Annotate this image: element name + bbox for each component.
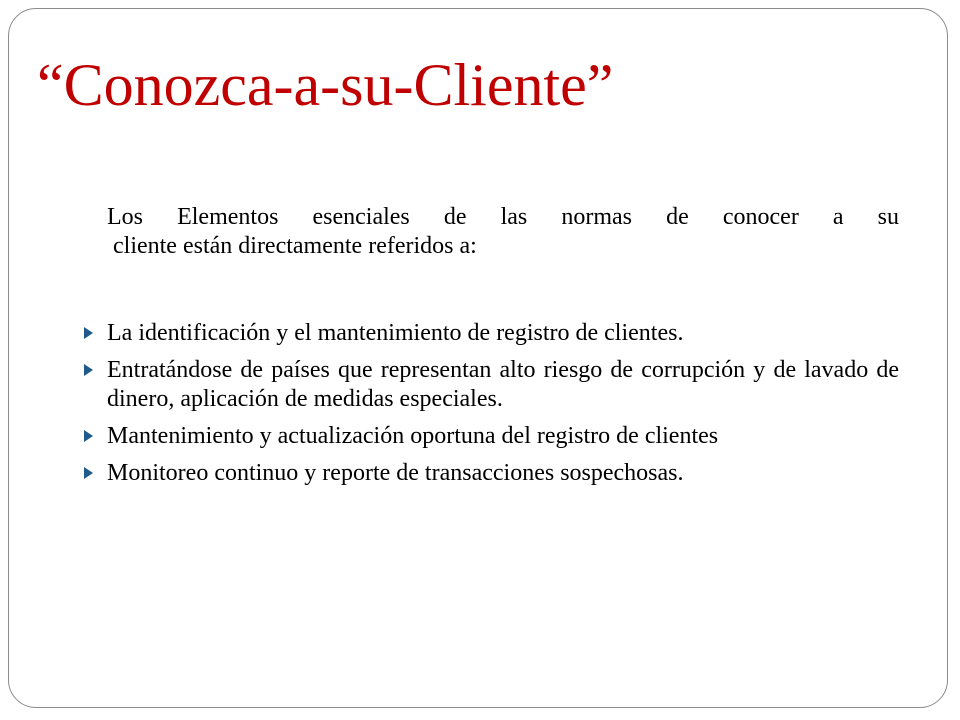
bullet-item xyxy=(81,459,899,488)
bullet-list xyxy=(81,319,899,496)
bullet-item xyxy=(81,356,899,414)
bullet-item xyxy=(81,422,899,451)
bullet-text: Monitoreo continuo y reporte de transacciones sospechosas. xyxy=(107,460,684,486)
slide-title: “Conozca-a-su-Cliente” xyxy=(37,52,614,118)
triangle-right-icon xyxy=(84,327,93,339)
intro-line-1: Los Elementos esenciales de las normas de conocer a su xyxy=(107,204,899,230)
triangle-right-icon xyxy=(84,467,93,479)
bullet-text: Mantenimiento y actualización oportuna del registro de clientes xyxy=(107,423,719,449)
bullet-text: Entratándose de países que representan alto riesgo de corrupción y de lavado de dinero, aplicación de medidas especiales. xyxy=(107,357,899,412)
bullet-item xyxy=(81,319,899,348)
triangle-right-icon xyxy=(84,364,93,376)
bullet-text: La identificación y el mantenimiento de registro de clientes. xyxy=(107,320,684,346)
intro-paragraph xyxy=(89,203,899,261)
intro-line-2: cliente están directamente referidos a: xyxy=(113,233,477,259)
triangle-right-icon xyxy=(84,430,93,442)
slide-frame xyxy=(8,8,948,708)
